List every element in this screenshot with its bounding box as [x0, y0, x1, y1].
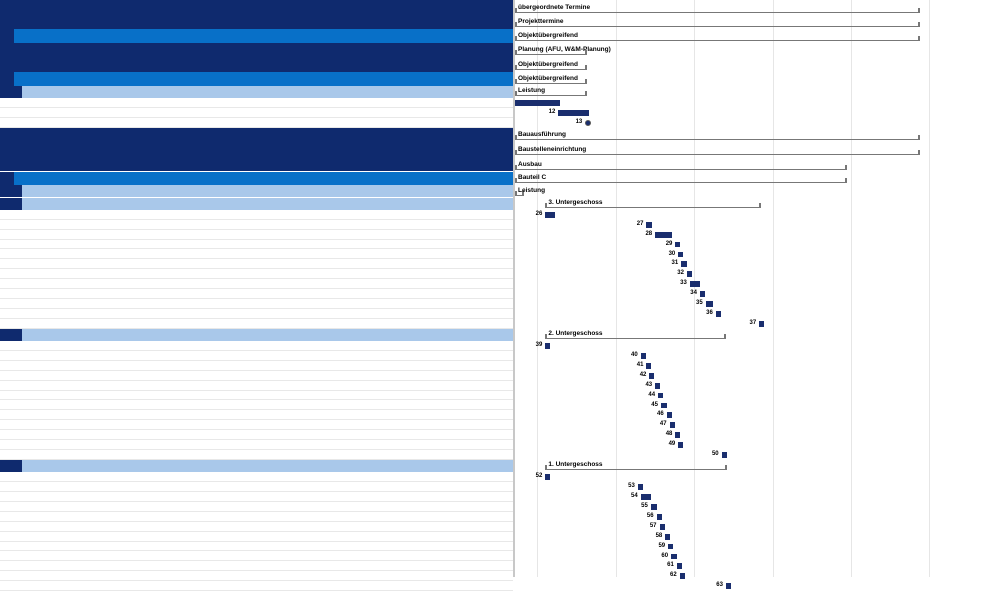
table-row[interactable] [0, 512, 513, 522]
timescale-gridline [773, 0, 774, 577]
summary-bar[interactable] [515, 69, 587, 70]
table-row[interactable] [0, 198, 513, 210]
task-bar-id: 53 [628, 483, 635, 490]
summary-bar-end [545, 465, 547, 470]
task-bar-id: 34 [690, 290, 697, 297]
table-row[interactable] [0, 341, 513, 351]
table-row[interactable] [0, 142, 513, 157]
task-bar[interactable] [558, 110, 588, 116]
task-bar[interactable] [670, 422, 675, 428]
summary-bar[interactable] [515, 40, 920, 41]
table-row[interactable] [0, 240, 513, 250]
summary-bar-end [759, 203, 761, 208]
task-bar[interactable] [545, 343, 550, 349]
summary-bar[interactable] [515, 182, 847, 183]
summary-bar-end [918, 36, 920, 41]
task-bar-id: 47 [659, 421, 667, 428]
task-bar[interactable] [722, 452, 728, 458]
summary-bar-end [515, 91, 517, 96]
task-bar-id: 33 [680, 280, 687, 287]
outline-indent-bar [0, 72, 14, 86]
table-row[interactable] [0, 185, 513, 197]
summary-bar[interactable] [545, 469, 727, 470]
task-bar[interactable] [545, 474, 550, 480]
table-row[interactable] [0, 522, 513, 532]
timescale-gridline [616, 0, 617, 577]
table-row[interactable] [0, 128, 513, 143]
task-bar[interactable] [658, 393, 663, 399]
summary-bar-end [585, 91, 587, 96]
task-bar[interactable] [678, 442, 683, 448]
summary-bar-label: übergeordnete Termine [518, 3, 591, 11]
outline-indent-bar [0, 460, 22, 472]
milestone-marker[interactable] [585, 120, 591, 126]
task-bar[interactable] [687, 271, 692, 277]
task-bar[interactable] [651, 504, 657, 510]
table-row[interactable] [0, 401, 513, 411]
task-bar[interactable] [680, 573, 685, 579]
table-row[interactable] [0, 172, 513, 186]
summary-bar-end [515, 8, 517, 13]
table-row[interactable] [0, 29, 513, 43]
summary-bar-end [515, 65, 517, 70]
task-bar-id: 50 [711, 451, 719, 457]
outline-indent-bar [0, 329, 22, 341]
table-row[interactable] [0, 210, 513, 220]
task-bar[interactable] [649, 373, 654, 379]
summary-bar[interactable] [545, 338, 726, 339]
table-row[interactable] [0, 86, 513, 98]
task-bar-id: 29 [665, 240, 673, 247]
summary-bar-label: Planung (AFU, W&M-Planung) [518, 46, 611, 54]
milestone-id: 13 [575, 118, 583, 125]
summary-bar-end [585, 79, 587, 84]
task-bar[interactable] [667, 412, 672, 418]
task-bar-id: 39 [535, 342, 543, 349]
task-bar-id: 27 [636, 220, 644, 227]
task-bar-id: 37 [749, 319, 757, 326]
task-bar-id: 42 [639, 371, 647, 378]
task-bar-id: 35 [696, 300, 703, 306]
summary-bar-label: Leistung [518, 87, 546, 94]
table-row[interactable] [0, 108, 513, 118]
summary-bar-end [515, 150, 517, 155]
table-row[interactable] [0, 440, 513, 450]
outline-indent-bar [0, 198, 22, 210]
task-bar-id: 31 [671, 260, 679, 267]
timescale-gridline [694, 0, 695, 577]
summary-bar[interactable] [545, 207, 760, 208]
task-bar-id: 40 [631, 352, 638, 358]
table-row[interactable] [0, 532, 513, 542]
table-row[interactable] [0, 472, 513, 482]
summary-bar-label: Bauteil C [518, 174, 547, 182]
task-bar-id: 43 [645, 381, 653, 388]
summary-bar-end [515, 36, 517, 41]
task-bar[interactable] [545, 212, 555, 218]
summary-bar[interactable] [515, 54, 587, 55]
summary-bar[interactable] [515, 139, 920, 140]
task-bar-id: 57 [649, 522, 657, 529]
summary-bar-end [515, 135, 517, 140]
summary-bar-end [515, 50, 517, 55]
task-bar[interactable] [681, 261, 687, 267]
summary-bar-end [845, 178, 847, 183]
task-bar[interactable] [759, 321, 764, 327]
task-bar-id: 62 [670, 572, 677, 579]
table-row[interactable] [0, 482, 513, 492]
task-bar-id: 61 [667, 562, 674, 569]
task-bar-id: 49 [668, 441, 676, 448]
summary-bar-end [918, 22, 920, 27]
task-bar[interactable] [641, 494, 651, 500]
table-row[interactable] [0, 220, 513, 230]
task-bar[interactable] [675, 432, 680, 438]
task-bar-id: 63 [716, 582, 723, 589]
table-row[interactable] [0, 391, 513, 401]
table-row[interactable] [0, 571, 513, 581]
summary-bar-label: Objektübergreifend [518, 61, 578, 68]
summary-bar-end [515, 22, 517, 27]
table-row[interactable] [0, 57, 513, 72]
task-bar-id: 46 [657, 411, 664, 418]
summary-bar-label: 2. Untergeschoss [548, 330, 603, 338]
summary-bar-end [918, 135, 920, 140]
table-row[interactable] [0, 309, 513, 319]
task-bar-id: 30 [668, 250, 676, 257]
task-bar[interactable] [638, 484, 643, 490]
summary-bar[interactable] [515, 95, 587, 96]
task-bar[interactable] [515, 100, 560, 106]
summary-bar-end [918, 8, 920, 13]
table-row[interactable] [0, 299, 513, 309]
table-row[interactable] [0, 289, 513, 299]
summary-bar-end [918, 150, 920, 155]
task-bar-id: 60 [661, 552, 669, 559]
summary-bar-label: Ausbau [518, 160, 542, 168]
table-row[interactable] [0, 230, 513, 240]
summary-bar[interactable] [515, 83, 587, 84]
outline-indent-bar [0, 185, 22, 197]
summary-bar-label: 3. Untergeschoss [548, 198, 603, 206]
table-row[interactable] [0, 0, 513, 15]
timescale-gridline [851, 0, 852, 577]
summary-bar-label: Objektübergreifend [518, 74, 578, 82]
task-bar[interactable] [678, 252, 683, 258]
table-row[interactable] [0, 259, 513, 269]
table-row[interactable] [0, 542, 513, 552]
summary-bar-end [515, 79, 517, 84]
table-row[interactable] [0, 561, 513, 571]
task-bar-id: 55 [641, 503, 648, 509]
task-bar[interactable] [690, 281, 700, 287]
summary-bar-label: Objektübergreifend [518, 31, 578, 39]
task-bar[interactable] [665, 534, 670, 540]
summary-bar-label: 1. Untergeschoss [548, 461, 603, 469]
table-row[interactable] [0, 420, 513, 430]
task-bar-id: 52 [535, 473, 543, 480]
summary-bar-label: Bauausführung [518, 131, 567, 139]
task-bar[interactable] [661, 403, 667, 409]
outline-indent-bar [0, 86, 22, 98]
summary-bar-end [724, 334, 726, 339]
table-row[interactable] [0, 279, 513, 289]
task-bar-id: 36 [706, 309, 713, 316]
table-row[interactable] [0, 450, 513, 460]
task-bar[interactable] [716, 311, 721, 317]
table-row[interactable] [0, 157, 513, 172]
table-row[interactable] [0, 430, 513, 440]
pane-divider[interactable] [513, 0, 515, 577]
table-row[interactable] [0, 72, 513, 86]
task-bar[interactable] [668, 544, 673, 550]
table-row[interactable] [0, 581, 513, 591]
task-bar-id: 28 [645, 230, 653, 237]
summary-bar-end [545, 203, 547, 208]
table-row[interactable] [0, 98, 513, 108]
task-bar-id: 54 [631, 493, 638, 500]
table-row[interactable] [0, 460, 513, 472]
task-bar[interactable] [641, 353, 647, 359]
outline-indent-bar [0, 172, 14, 186]
task-bar[interactable] [675, 242, 680, 248]
task-bar-id: 44 [648, 391, 656, 398]
table-row[interactable] [0, 351, 513, 361]
task-bar[interactable] [677, 563, 682, 569]
task-bar-id: 12 [548, 108, 556, 115]
summary-bar[interactable] [515, 26, 920, 27]
summary-bar[interactable] [515, 12, 920, 13]
summary-bar-end [545, 334, 547, 339]
table-row[interactable] [0, 250, 513, 260]
table-row[interactable] [0, 118, 513, 128]
summary-bar-end [515, 178, 517, 183]
summary-bar-label: Leistung [518, 186, 546, 194]
table-row[interactable] [0, 502, 513, 512]
task-bar[interactable] [657, 514, 662, 520]
summary-bar-end [845, 165, 847, 170]
summary-bar-label: Projekttermine [518, 18, 564, 26]
summary-bar-end [515, 165, 517, 170]
table-row[interactable] [0, 15, 513, 30]
summary-bar[interactable] [515, 154, 920, 155]
task-bar[interactable] [671, 554, 677, 560]
summary-bar-end [585, 65, 587, 70]
task-bar[interactable] [655, 383, 660, 389]
table-row[interactable] [0, 381, 513, 391]
task-bar[interactable] [646, 363, 651, 369]
table-row[interactable] [0, 329, 513, 341]
task-bar-id: 56 [646, 512, 654, 519]
table-row[interactable] [0, 371, 513, 381]
task-bar-id: 26 [535, 210, 543, 217]
task-bar-id: 48 [665, 431, 673, 438]
task-bar-id: 58 [655, 532, 663, 539]
task-bar[interactable] [655, 232, 672, 238]
table-row[interactable] [0, 492, 513, 502]
summary-bar[interactable] [515, 169, 847, 170]
table-row[interactable] [0, 319, 513, 329]
summary-bar-end [725, 465, 727, 470]
task-bar-id: 32 [677, 270, 684, 277]
table-row[interactable] [0, 43, 513, 58]
timescale-gridline [929, 0, 930, 577]
table-row[interactable] [0, 269, 513, 279]
task-bar-id: 59 [658, 542, 666, 549]
task-bar[interactable] [726, 583, 731, 589]
task-bar[interactable] [706, 301, 713, 307]
outline-indent-bar [0, 29, 14, 43]
table-row[interactable] [0, 410, 513, 420]
task-bar-id: 41 [636, 361, 644, 368]
task-bar[interactable] [646, 222, 652, 228]
task-bar[interactable] [700, 291, 705, 297]
summary-bar-label: Baustelleneinrichtung [518, 145, 587, 153]
table-row[interactable] [0, 552, 513, 562]
summary-bar-end [515, 191, 517, 196]
table-row[interactable] [0, 361, 513, 371]
task-bar-id: 45 [651, 401, 658, 408]
task-bar[interactable] [660, 524, 665, 530]
